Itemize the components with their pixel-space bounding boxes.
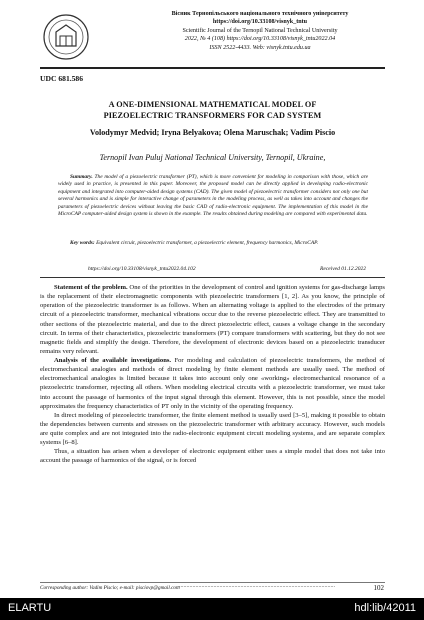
tntu-logo-icon [40,12,92,62]
journal-issue: 2022, № 4 (108) https://doi.org/10.33108/visnyk_tntu2022.04 [184,36,336,43]
journal-title-ua: Вісник Тернопільського національного технічного університету [171,11,349,17]
abstract-text: The model of a piezoelectric transformer (PT), which is more convenient for modeling in comparison with those, which are widely used in practice, is presented in this paper. Moreover, the proposed model can be directly applied in developing radio-electronic equipment and integrated into computer-aided design systems (CAD). The given model of piezoelectric transformer considers not only one but several harmonics and is simple for interactive change of parameters in the modeling process, as well as takes into account and changes the parameters of piezoelectric devices without leaving the basic CAD of radio-electronic equipment. The implementation of this model in the MicroCAP computer-aided design system is shown in the example. The results obtained during modeling are compared with experimental data. [58,174,368,218]
section-rule [40,277,385,278]
affiliation: Ternopil Ivan Puluj National Technical University, Ternopil, Ukraine, [99,153,326,162]
journal-header [130,10,390,52]
paragraph-analysis-text: For modeling and calculation of piezoelectric transformers, the method of electromechanical analogies and methods of direct modeling by finite element methods are usually used. The method of electromechanical analogies is limited because it takes into account only one «working» electromechanical resonance of a piezoelectric transformer, rejecting all others. When modeling electrical circuits with a piezoelectric transformer, we must take into account the passage of harmonics of the input signal through this element. However, this is not possible, since the model approximates the frequency characteristics of PT only in the vicinity of the operating frequency. [40,357,385,410]
article-doi-link[interactable]: https://doi.org/10.33108/visnyk_tntu2022.04.102 [88,266,196,272]
repository-name: ELARTU [8,602,52,614]
paragraph-statement-text: One of the priorities in the development of control and ignition systems for gas-discharge lamps is the replacement of their electromagnetic components with piezoelectric transformers [1, 2]. As you know, the principle of operation of the piezoelectric transformer is as follows. When an alternating voltage is applied to the electrodes of the primary circuit of a piezoelectric transformer, mechanical vibrations occur due to the reverse piezoelectric effect. They are transmitted to other sections of the piezoelectric material, and due to the direct piezoelectric effect, causes a voltage change in the secondary circuit. In terms of their characteristics, piezoelectric transformers (PT) compare transformers with scattering, but they do not see magnetic fields and simplify the design. Therefore, the development of electronic devices based on a piezoelectric transducer remains very relevant. [40,284,385,355]
paper-title [40,99,385,121]
paragraph-situation: Thus, a situation has arisen when a developer of electronic equipment either uses a simple model that does not take into account the passage of harmonics of the signal, or is forced [40,448,385,465]
paragraph-statement [40,283,385,356]
keywords [58,240,368,247]
received-date: Received 01.12.2022 [320,266,366,272]
udc-code: UDC 681.586 [40,74,84,83]
header-rule [40,67,385,69]
abstract-label: Summary. [70,174,93,180]
keywords-text: Equivalent circuit, piezoelectric transformer, a piezoelectric element, frequency harmonics, MicroCAP. [94,240,319,246]
leader-dots: .......................................................................................................... [176,583,335,589]
handle-id[interactable]: hdl:lib/42011 [354,602,416,614]
heading-statement: Statement of the problem. [54,284,128,291]
repository-bar [0,598,424,620]
journal-issn: ISSN 2522-4433. Web: visnyk.tntu.edu.ua [209,44,311,51]
journal-title-en: Scientific Journal of the Ternopil National Technical University [182,27,338,34]
heading-analysis: Analysis of the available investigations. [54,357,172,364]
journal-doi-ua[interactable]: https://doi.org/10.33108/visnyk_tntu [212,19,308,26]
paragraph-fem: In direct modeling of piezoelectric transformer, the finite element method is usually used [3–5], making it possible to obtain the dependencies between currents and stresses on the piezoelectric transformer with arbitrary accuracy. However, such models are quite complex and are not integrated into the radio-electronic equipment circuit modeling systems, and are separate complex systems [6–8]. [40,411,385,447]
paragraph-analysis [40,356,385,411]
authors: Volodymyr Medvid; Iryna Belyakova; Olena Maruschak; Vadim Piscio [89,128,336,137]
keywords-label: Key words: [70,240,95,246]
paper-title-line-1: A ONE-DIMENSIONAL MATHEMATICAL MODEL OF [108,100,317,109]
page-number: 102 [373,584,384,592]
body-text [40,283,385,466]
abstract [58,174,368,219]
paper-title-line-2: PIEZOELECTRIC TRANSFORMERS FOR CAD SYSTEM [103,111,322,120]
corresponding-author: Corresponding author: Vadim Piscio; e-mail: pisciovp@gmail.com [40,585,180,591]
